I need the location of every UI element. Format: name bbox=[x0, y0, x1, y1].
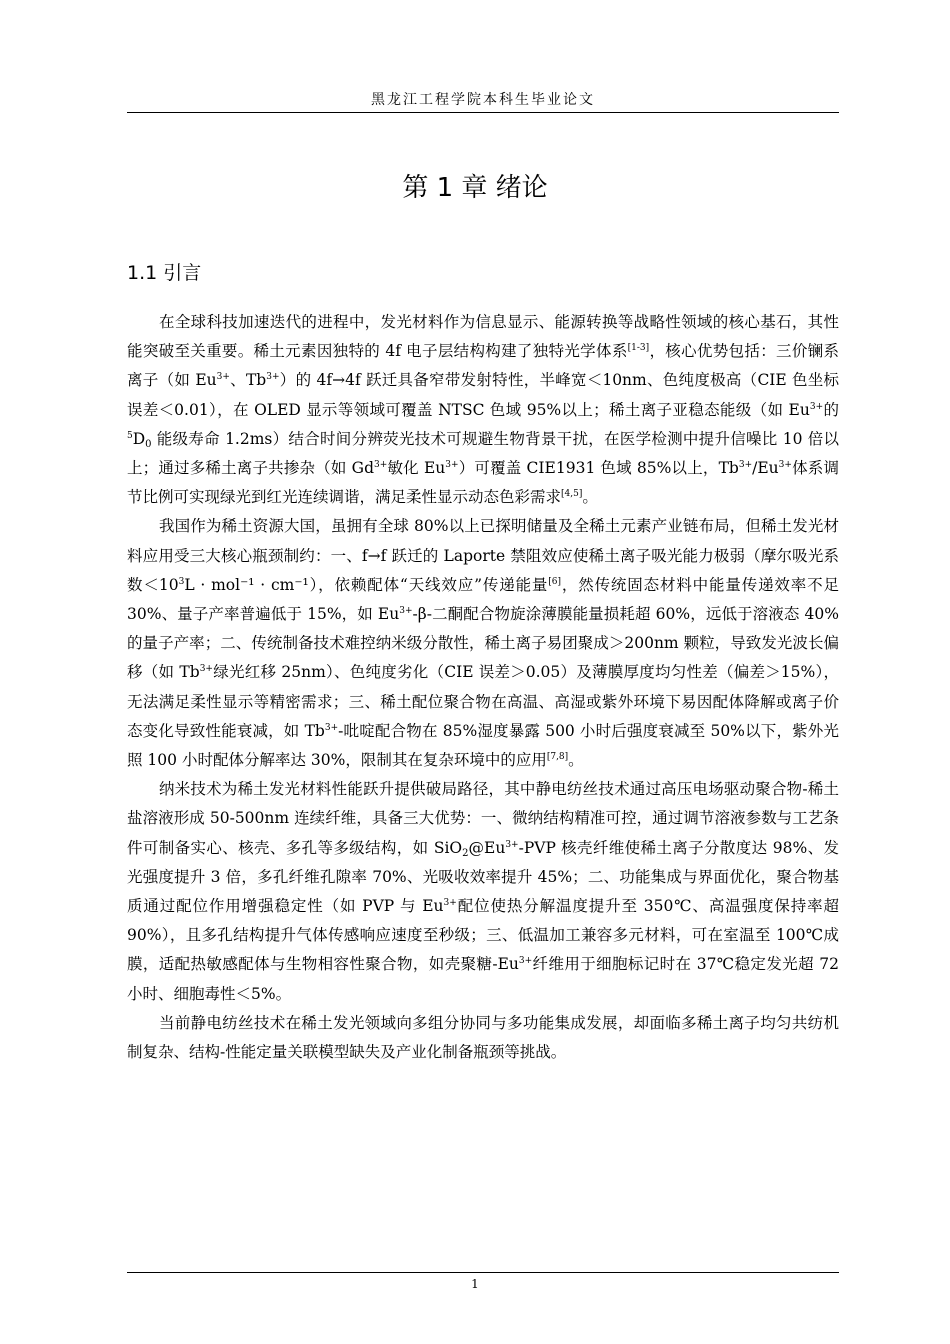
citation: [1-3] bbox=[627, 343, 650, 354]
citation: [7,8] bbox=[546, 752, 569, 763]
citation: [6] bbox=[548, 576, 562, 587]
paragraph-4: 当前静电纺丝技术在稀土发光领域向多组分协同与多功能集成发展，却面临多稀土离子均匀共纺机制复杂、结构-性能定量关联模型缺失及产业化制备瓶颈等挑战。 bbox=[127, 1013, 839, 1062]
section-title: 1.1 引言 bbox=[127, 262, 202, 284]
paragraph-3: 纳米技术为稀土发光材料性能跃升提供破局路径，其中静电纺丝技术通过高压电场驱动聚合物-稀土盐溶液形成 50-500nm 连续纤维，具备三大优势：一、微纳结构精准可控，通过调节溶液参数与工艺条件可制备实心、核壳、多孔等多级结构，如 $SiO_2@Eu^{3+}$-PVP 核壳纤维使稀土离子分散度达 98%、发光强度提升 3 倍，多孔纤维孔隙率 70%、光吸收效率提升 45%；二、功能集成与界面优化，聚合物基质通过配位作用增强稳定性（如 PVP 与 $Eu^{3+}$配位使热分解温度提升至 350℃、高温强度保持率超 90%），且多孔结构提升气体传感响应速度至秒级；三、低温加工兼容多元材料，可在室温至 100℃成膜，适配热敏感配体与生物相容性聚合物，如壳聚糖$-Eu^{3+}$纤维用于细胞标记时在 37℃稳定发光超 72 小时、细胞毒性＜5%。 bbox=[127, 780, 840, 1003]
citation: [4,5] bbox=[561, 489, 583, 500]
paragraph-2: 我国作为稀土资源大国，虽拥有全球 80%以上已探明储量及全稀土元素产业链布局，但稀土发光材料应用受三大核心瓶颈制约：一、f→f 跃迁的 Laporte 禁阻效应使稀土离子吸光能力极弱（摩尔吸光系数$<10^3L \cdot mol^{-1} \cdot cm^{-1}$），依赖配体“天线效应”传递能量[6]，然传统固态材料中能量传递效率不足 30%、量子产率普遍低于 15%，如 $Eu^{3+}-\beta-$二酮配合物旋涂薄膜能量损耗超 60%，远低于溶液态 40%的量子产率；二、传统制备技术难控纳米级分散性，稀土离子易团聚成＞200nm 颗粒，导致发光波长偏移（如 $Tb^{3+}$绿光红移 25nm）、色纯度劣化（CIE 误差＞0.05）及薄膜厚度均匀性差（偏差＞15%），无法满足柔性显示等精密需求；三、稀土配位聚合物在高温、高湿或紫外环境下易因配体降解或离子价态变化导致性能衰减，如 $Tb^{3+}-$吡啶配合物在 85%湿度暴露 500 小时后强度衰减至 50%以下，紫外光照 100 小时配体分解率达 30%，限制其在复杂环境中的应用[7,8]。 bbox=[127, 517, 839, 770]
body-text bbox=[127, 308, 839, 1067]
header-rule bbox=[127, 112, 839, 113]
page-number: 1 bbox=[471, 1277, 479, 1291]
running-header: 黑龙江工程学院本科生毕业论文 bbox=[371, 92, 595, 108]
chapter-title: 第 1 章 绪论 bbox=[402, 173, 548, 203]
paragraph-1: 在全球科技加速迭代的进程中，发光材料作为信息显示、能源转换等战略性领域的核心基石，其性能突破至关重要。稀土元素因独特的 4f 电子层结构构建了独特光学体系[1-3]，核心优势包括：三价镧系离子（如 $Eu^{3+}$、$Tb^{3+}$）的 4f→4f 跃迁具备窄带发射特性，半峰宽＜10nm、色纯度极高（CIE 色坐标误差＜0.01），在 OLED 显示等领域可覆盖 NTSC 色域 95%以上；稀土离子亚稳态能级（如 $Eu^{3+}$的 $^5D_0$ 能级寿命 1.2ms）结合时间分辨荧光技术可规避生物背景干扰，在医学检测中提升信噪比 10 倍以上；通过多稀土离子共掺杂（如 $Gd^{3+}$敏化 $Eu^{3+}$）可覆盖 CIE1931 色域 85%以上，$Tb^{3+}/Eu^{3+}$体系调节比例可实现绿光到红光连续调谐，满足柔性显示动态色彩需求[4,5]。 bbox=[127, 313, 840, 507]
footer-rule bbox=[127, 1272, 839, 1273]
